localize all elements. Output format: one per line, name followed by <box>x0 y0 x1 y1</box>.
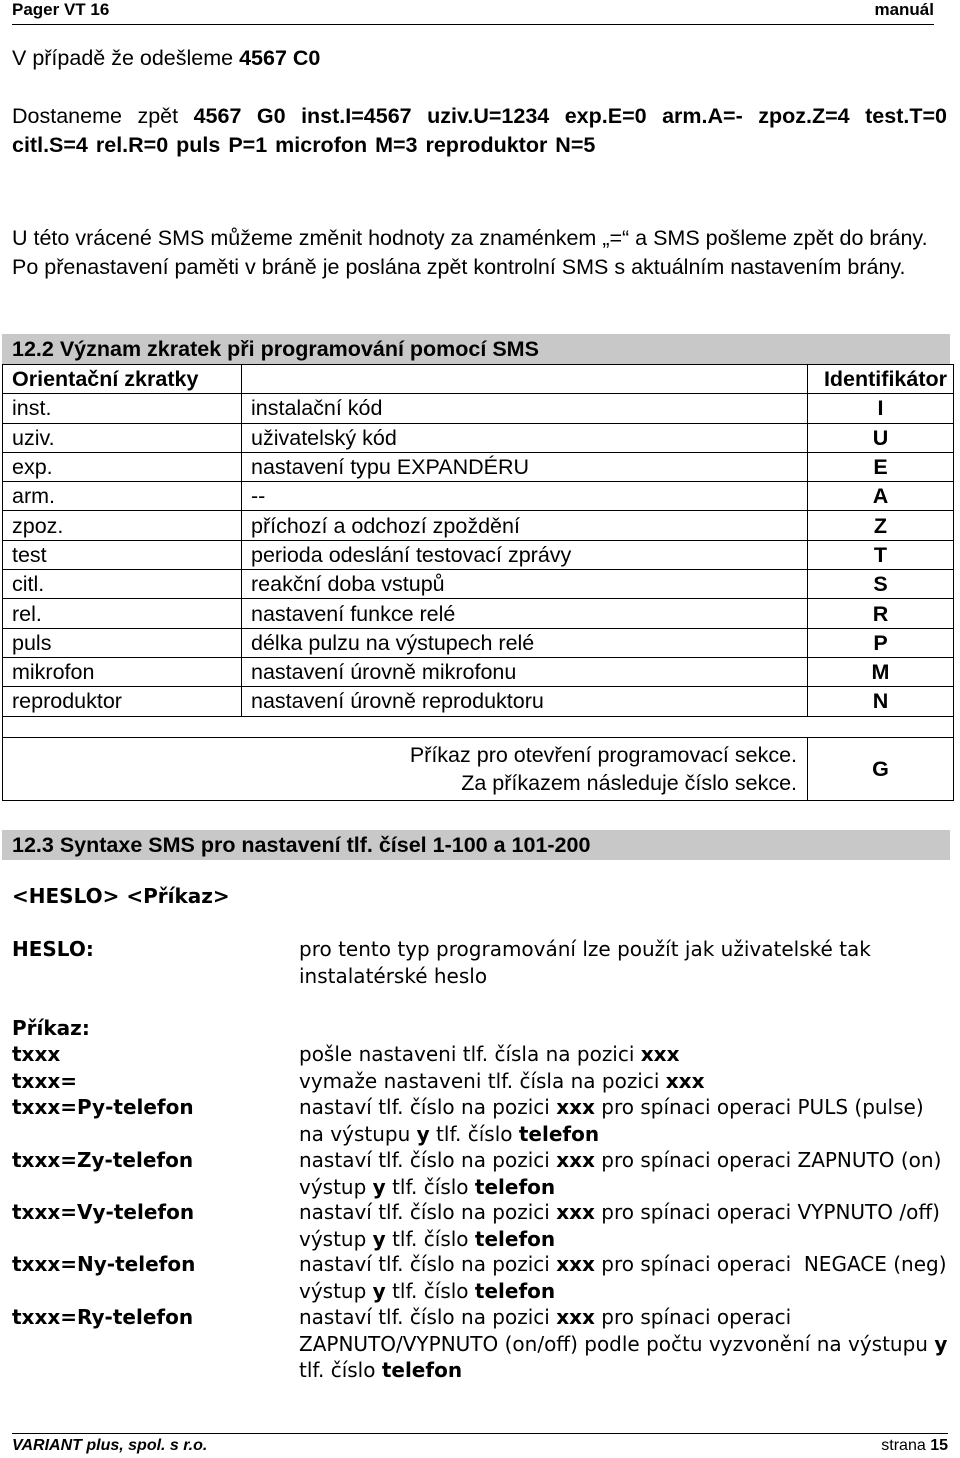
footer-page-label: strana <box>881 1437 931 1454</box>
command-description: nastaví tlf. číslo na pozici xxx pro spínaci operaci NEGACE (neg) výstup y tlf. číslo telefon <box>299 1252 947 1303</box>
command-code: txxx=Vy-telefon <box>12 1200 195 1224</box>
footer-page-number: 15 <box>930 1437 948 1454</box>
cell-abbr: inst. <box>3 394 242 423</box>
heslo-label: HESLO: <box>12 937 94 961</box>
table-row <box>3 628 954 657</box>
table-row <box>3 540 954 569</box>
cell-id: G <box>808 737 954 800</box>
cell-id: P <box>808 628 954 657</box>
heslo-desc: pro tento typ programování lze použít jak uživatelské tak instalatérské heslo <box>299 937 871 988</box>
cell-id: E <box>808 452 954 481</box>
cell-abbr: uziv. <box>3 423 242 452</box>
cell-id: R <box>808 599 954 628</box>
col-header-abbr: Orientační zkratky <box>3 365 242 394</box>
cell-abbr: exp. <box>3 452 242 481</box>
empty-row <box>3 716 954 737</box>
reply-code: 4567 G0 inst.I=4567 uziv.U=1234 exp.E=0 arm.A=- zpoz.Z=4 test.T=0 citl.S=4 rel.R=0 puls P=1 microfon M=3 reproduktor N=5 <box>12 104 947 157</box>
cell-abbr: puls <box>3 628 242 657</box>
cell-desc: uživatelský kód <box>242 423 808 452</box>
empty-cell <box>3 716 954 737</box>
cell-desc: příchozí a odchozí zpoždění <box>242 511 808 540</box>
cell-id: I <box>808 394 954 423</box>
cell-abbr: arm. <box>3 482 242 511</box>
header-title: Pager VT 16 <box>12 0 110 19</box>
section-12-3-title: 12.3 Syntaxe SMS pro nastavení tlf. čísel 1-100 a 101-200 <box>2 830 950 860</box>
command-code: txxx= <box>12 1069 78 1093</box>
cell-abbr: zpoz. <box>3 511 242 540</box>
table-row <box>3 657 954 686</box>
command-description: pošle nastaveni tlf. čísla na pozici xxx <box>299 1042 680 1066</box>
cell-desc: -- <box>242 482 808 511</box>
cell-abbr: citl. <box>3 570 242 599</box>
table-row <box>3 687 954 716</box>
section-12-2-title: 12.2 Význam zkratek při programování pomocí SMS <box>2 334 950 364</box>
table-row <box>3 599 954 628</box>
footer-page <box>881 1437 948 1455</box>
table-row <box>3 570 954 599</box>
page-header <box>12 0 934 25</box>
reply-text: Dostaneme zpět <box>12 104 194 128</box>
prikaz-label: Příkaz: <box>12 1016 90 1040</box>
header-manual: manuál <box>874 0 934 19</box>
reply-paragraph <box>12 102 947 160</box>
table-header-row <box>3 365 954 394</box>
cell-id: A <box>808 482 954 511</box>
cell-id: Z <box>808 511 954 540</box>
cell-id: U <box>808 423 954 452</box>
table-row <box>3 511 954 540</box>
table-row <box>3 482 954 511</box>
cell-id: M <box>808 657 954 686</box>
command-description: nastaví tlf. číslo na pozici xxx pro spínaci operaci ZAPNUTO (on) výstup y tlf. číslo telefon <box>299 1148 942 1199</box>
footer-company: VARIANT plus, spol. s r.o. <box>12 1437 208 1454</box>
table-row-g <box>3 737 954 800</box>
command-description: nastaví tlf. číslo na pozici xxx pro spínaci operaci VYPNUTO /off) výstup y tlf. číslo telefon <box>299 1200 940 1251</box>
command-code: txxx=Ry-telefon <box>12 1305 194 1329</box>
cell-id: S <box>808 570 954 599</box>
cell-desc: délka pulzu na výstupech relé <box>242 628 808 657</box>
syntax-line: <HESLO> <Příkaz> <box>12 884 230 908</box>
cell-abbr: reproduktor <box>3 687 242 716</box>
command-description: nastaví tlf. číslo na pozici xxx pro spínaci operaci PULS (pulse) na výstupu y tlf. číslo telefon <box>299 1095 924 1146</box>
cell-abbr: mikrofon <box>3 657 242 686</box>
cell-id: T <box>808 540 954 569</box>
col-header-id: Identifikátor <box>808 365 954 394</box>
intro-code: 4567 C0 <box>239 46 321 70</box>
explain-paragraph: U této vrácené SMS můžeme změnit hodnoty za znaménkem „=“ a SMS pošleme zpět do brány. Po přenastavení paměti v bráně je poslána zpět kontrolní SMS s aktuálním nastavením brány. <box>12 226 928 279</box>
table-row <box>3 394 954 423</box>
cell-desc: instalační kód <box>242 394 808 423</box>
command-code: txxx=Ny-telefon <box>12 1252 196 1276</box>
g-line-1: Příkaz pro otevření programovací sekce. <box>409 742 797 767</box>
cell-abbr: rel. <box>3 599 242 628</box>
table-row <box>3 452 954 481</box>
cell-desc: nastavení úrovně mikrofonu <box>242 657 808 686</box>
cell-abbr: test <box>3 540 242 569</box>
page-footer <box>12 1433 948 1458</box>
intro-text: V případě že odešleme <box>12 46 240 70</box>
cell-desc: perioda odeslání testovací zprávy <box>242 540 808 569</box>
cell-desc: reakční doba vstupů <box>242 570 808 599</box>
command-description: vymaže nastaveni tlf. čísla na pozici xxx <box>299 1069 705 1093</box>
cell-id: N <box>808 687 954 716</box>
abbreviation-table <box>2 364 954 801</box>
cell-desc: nastavení typu EXPANDÉRU <box>242 452 808 481</box>
table-row <box>3 423 954 452</box>
g-line-2: Za příkazem následuje číslo sekce. <box>461 770 797 795</box>
intro-line <box>12 44 947 73</box>
col-header-desc <box>242 365 808 394</box>
g-description <box>3 737 808 800</box>
cell-desc: nastavení úrovně reproduktoru <box>242 687 808 716</box>
command-code: txxx <box>12 1042 61 1066</box>
command-code: txxx=Py-telefon <box>12 1095 194 1119</box>
command-description: nastaví tlf. číslo na pozici xxx pro spínaci operaci ZAPNUTO/VYPNUTO (on/off) podle počtu vyzvonění na výstupu y tlf. číslo telefon <box>299 1305 948 1382</box>
cell-desc: nastavení funkce relé <box>242 599 808 628</box>
command-code: txxx=Zy-telefon <box>12 1148 194 1172</box>
